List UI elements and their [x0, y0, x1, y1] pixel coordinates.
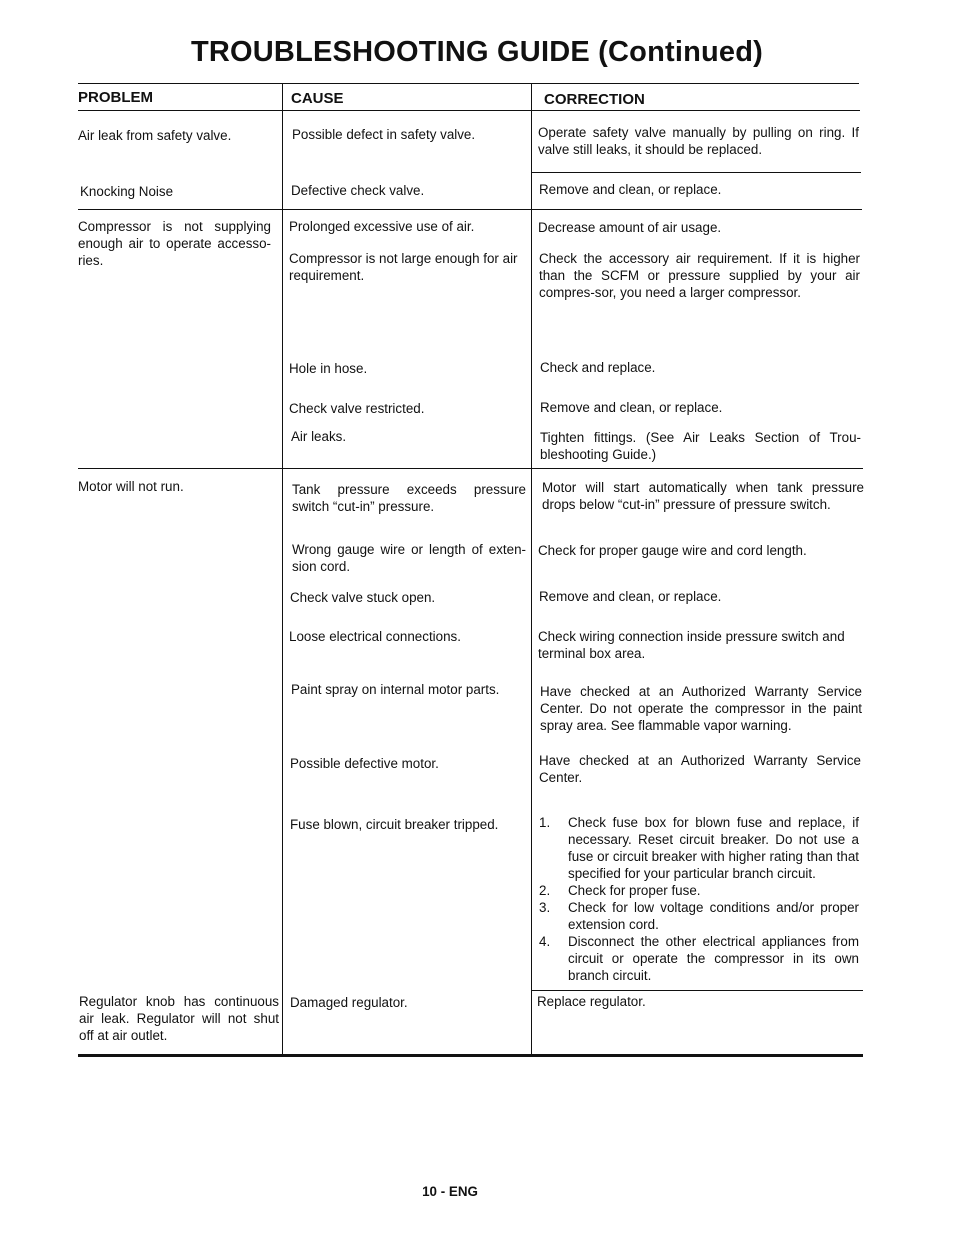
cause-text: Paint spray on internal motor parts.: [291, 682, 500, 697]
list-item-text: Check for low voltage conditions and/or proper extension cord.: [568, 900, 859, 932]
page-number: 10 - ENG: [422, 1184, 478, 1199]
correction-text: Check the accessory air requirement. If it is higher than the SCFM or pressure supplied by your air compres-sor, you need a larger compressor.: [539, 251, 860, 300]
cause-text: Possible defect in safety valve.: [292, 127, 476, 142]
table-top-rule: [78, 83, 859, 84]
list-number: 1.: [539, 815, 551, 830]
table-bottom-rule: [78, 1054, 863, 1057]
list-number: 2.: [539, 883, 551, 898]
cause-text: Check valve restricted.: [289, 401, 425, 416]
correction-text: Check for proper gauge wire and cord length.: [538, 543, 807, 558]
cause-text: Check valve stuck open.: [290, 590, 436, 605]
cause-text: Wrong gauge wire or length of exten-sion cord.: [292, 542, 526, 574]
list-item: [539, 882, 859, 899]
row-divider: [78, 468, 863, 469]
cause-text: Defective check valve.: [291, 183, 425, 198]
list-number: 4.: [539, 934, 551, 949]
list-item-text: Check for proper fuse.: [568, 883, 701, 898]
correction-text: Operate safety valve manually by pulling on ring. If valve still leaks, it should be replaced.: [538, 125, 859, 157]
list-item-text: Disconnect the other electrical appliances from circuit or operate the compressor in its own branch circuit.: [568, 934, 859, 983]
header-cause: CAUSE: [291, 90, 344, 107]
list-item: [539, 814, 859, 882]
cause-text: Tank pressure exceeds pressure switch “cut-in” pressure.: [292, 482, 526, 514]
correction-text: Have checked at an Authorized Warranty Service Center.: [539, 753, 861, 785]
page-title: TROUBLESHOOTING GUIDE (Continued): [190, 36, 764, 68]
cause-text: Hole in hose.: [289, 361, 368, 376]
cause-text: Compressor is not large enough for air requirement.: [289, 251, 518, 283]
header-problem: PROBLEM: [78, 89, 153, 106]
list-number: 3.: [539, 900, 551, 915]
cause-text: Fuse blown, circuit breaker tripped.: [290, 817, 499, 832]
cause-text: Air leaks.: [291, 429, 347, 444]
correction-text: Replace regulator.: [537, 994, 646, 1009]
list-item-text: Check fuse box for blown fuse and replace, if necessary. Reset circuit breaker. Do not use a fuse or circuit breaker with higher rating than that specified for your particular branch circuit.: [568, 815, 859, 881]
header-correction: CORRECTION: [544, 91, 645, 108]
list-item: [539, 899, 859, 933]
correction-text: Tighten fittings. (See Air Leaks Section of Trou-bleshooting Guide.): [540, 430, 861, 462]
column-divider: [282, 84, 283, 1056]
header-underline: [78, 110, 860, 111]
problem-text: Regulator knob has continuous air leak. Regulator will not shut off at air outlet.: [79, 994, 279, 1043]
correction-text: Remove and clean, or replace.: [539, 182, 722, 197]
problem-text: Knocking Noise: [80, 184, 174, 199]
row-divider: [532, 172, 861, 173]
cause-text: Damaged regulator.: [290, 995, 408, 1010]
correction-text: Motor will start automatically when tank pressure drops below “cut-in” pressure of pressure switch.: [542, 480, 864, 512]
correction-text: Decrease amount of air usage.: [538, 220, 722, 235]
cause-text: Possible defective motor.: [290, 756, 439, 771]
fuse-steps-list: [539, 814, 859, 984]
correction-text: Have checked at an Authorized Warranty Service Center. Do not operate the compressor in the paint spray area. See flammable vapor warning.: [540, 684, 862, 733]
cause-text: Loose electrical connections.: [289, 629, 461, 644]
correction-text: Check and replace.: [540, 360, 656, 375]
cause-text: Prolonged excessive use of air.: [289, 219, 475, 234]
correction-text: Remove and clean, or replace.: [539, 589, 722, 604]
correction-text: Check wiring connection inside pressure switch and terminal box area.: [538, 629, 845, 661]
correction-text: Remove and clean, or replace.: [540, 400, 723, 415]
problem-text: Air leak from safety valve.: [78, 128, 232, 143]
list-item: [539, 933, 859, 984]
problem-text: Compressor is not supplying enough air to operate accesso-ries.: [78, 219, 271, 268]
column-divider: [531, 84, 532, 1056]
row-divider: [532, 990, 863, 991]
row-divider: [78, 209, 862, 210]
problem-text: Motor will not run.: [78, 479, 184, 494]
